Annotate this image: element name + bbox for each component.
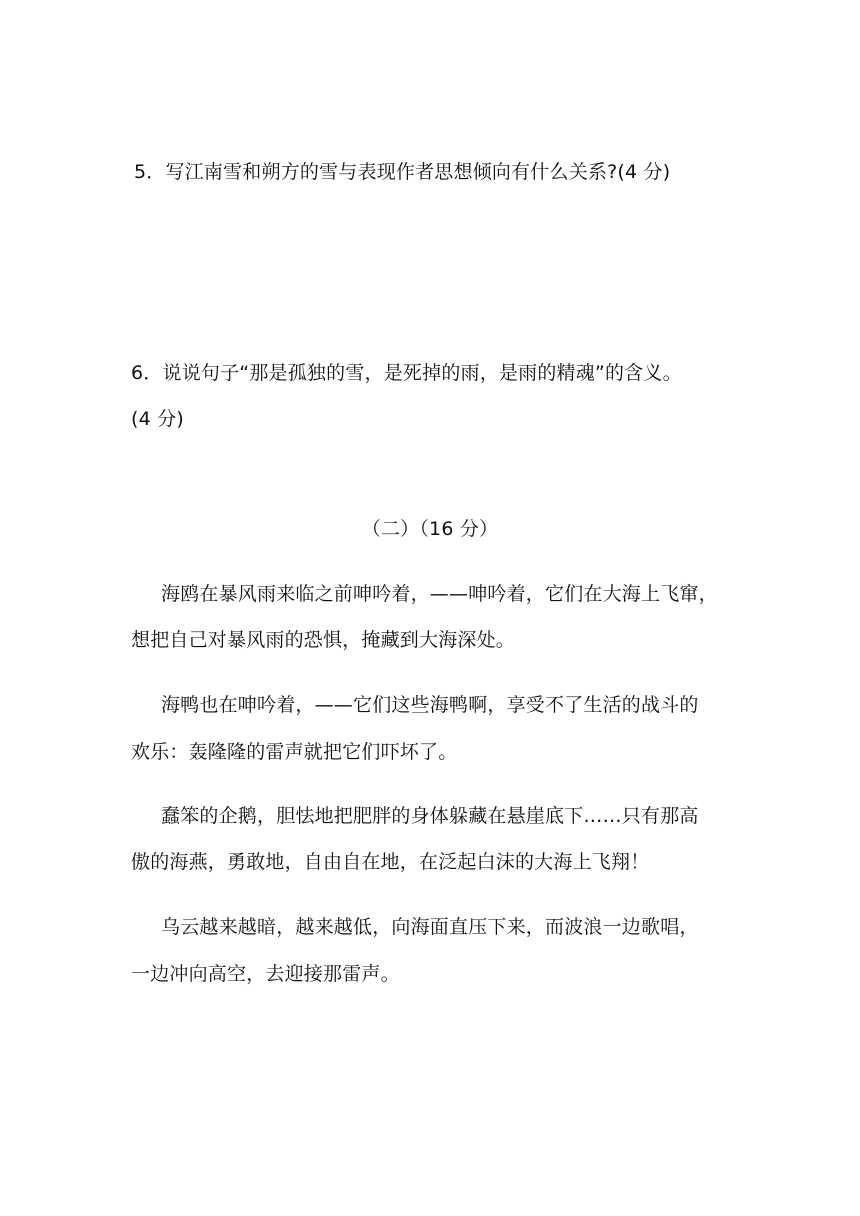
question-6-line-2: (4 分) xyxy=(131,408,184,430)
passage-paragraph-2-line-1: 海鸭也在呻吟着，——它们这些海鸭啊，享受不了生活的战斗的 xyxy=(161,694,699,716)
section-title: （二）（16 分） xyxy=(361,518,499,540)
question-6-line-1: 6．说说句子“那是孤独的雪，是死掉的雨，是雨的精魂”的含义。 xyxy=(131,362,682,384)
passage-paragraph-1-line-2: 想把自己对暴风雨的恐惧，掩藏到大海深处。 xyxy=(131,629,516,651)
passage-paragraph-3-line-1: 蠢笨的企鹅，胆怯地把肥胖的身体躲藏在悬崖底下……只有那高 xyxy=(161,805,699,827)
passage-paragraph-3-line-2: 傲的海燕，勇敢地，自由自在地，在泛起白沫的大海上飞翔！ xyxy=(131,851,650,873)
passage-paragraph-1-line-1: 海鸥在暴风雨来临之前呻吟着，——呻吟着，它们在大海上飞窜， xyxy=(161,583,718,605)
passage-paragraph-4-line-1: 乌云越来越暗，越来越低，向海面直压下来，而波浪一边歌唱， xyxy=(161,916,699,938)
passage-paragraph-2-line-2: 欢乐：轰隆隆的雷声就把它们吓坏了。 xyxy=(131,741,458,763)
question-5: 5．写江南雪和朔方的雪与表现作者思想倾向有什么关系?(4 分) xyxy=(134,161,671,183)
passage-paragraph-4-line-2: 一边冲向高空，去迎接那雷声。 xyxy=(131,963,400,985)
